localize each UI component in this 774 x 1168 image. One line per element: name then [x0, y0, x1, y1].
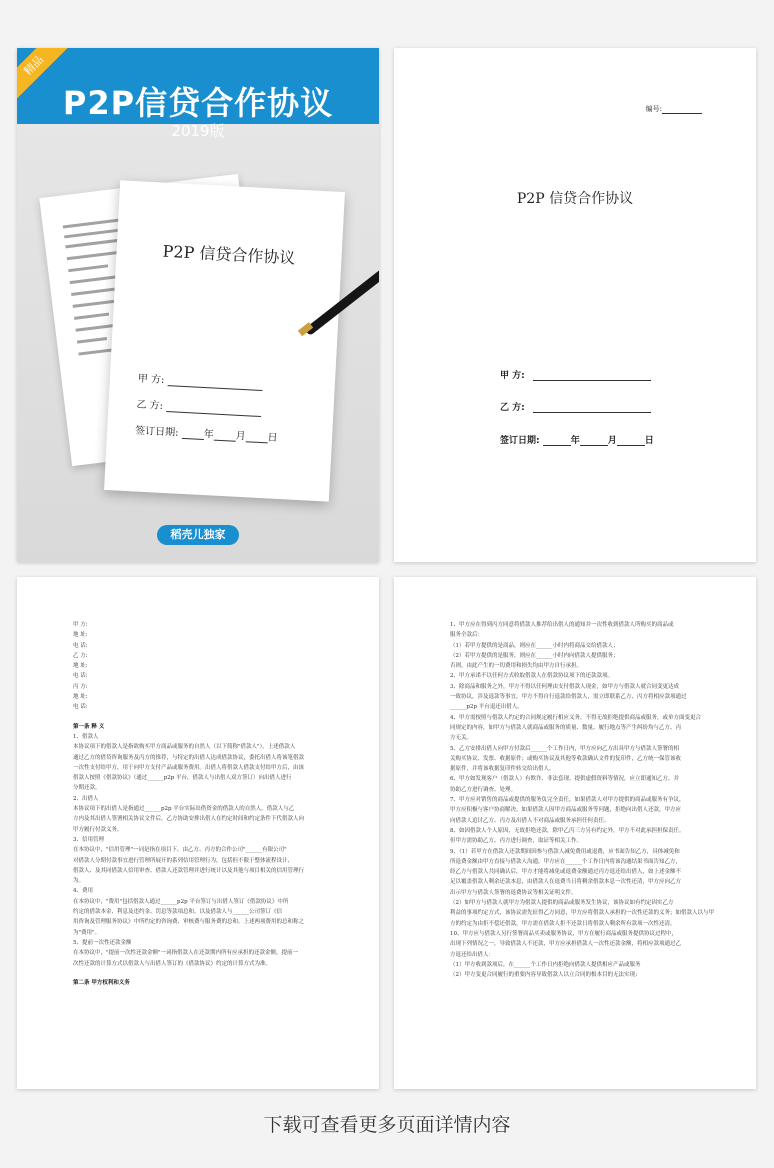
mini-party-b-label: 乙 方:	[136, 399, 164, 412]
text-line: 5、提前一次性还款金额	[73, 939, 132, 946]
text-line: 利益的事项约定方式，该协议需先征得乙方同意，甲方应将借款人承担的一次性还款的义务；如借款人以与甲	[450, 910, 714, 917]
text-line: （1）若甲方提供的是商品，则应在______小时内将商品交给借款人；	[450, 642, 619, 649]
title-page-panel[interactable]	[394, 48, 756, 562]
text-line: 一次性支付给甲方，用于向甲方支付产品或服务费用。出借人将借款人借款支付给甲方后，由该	[73, 764, 305, 771]
cover-panel[interactable]	[17, 48, 379, 562]
doc-number-row	[646, 104, 702, 114]
text-line: 甲方履行付款义务。	[73, 826, 123, 833]
text-line: 地 址:	[73, 663, 88, 670]
text-line: 约定的借款本金、利息及违约金、罚息等款项总和。以及借款人与______公司签订《信	[73, 909, 283, 916]
text-line: 乙 方:	[73, 652, 88, 659]
text-line: 通过乙方的借贷咨询服务及丙方的推荐，与特定的出借人达成借款协议，委托出借人将该笔借款	[73, 754, 305, 761]
text-line: 9、（1）若甲方在借款人还款期间因参与借款人减免费用或退费，应书面告知乙方，具体减免和	[450, 848, 680, 855]
text-line: 在本协议中，"信用管理"一词是指在项目下，由乙方、丙方的合作公司"______有限公司"	[73, 847, 287, 854]
text-line: 经乙方与借款人共同确认后，甲方才能将减免或退费金额通过丙方退还给出借人，如上述金额不	[450, 869, 682, 876]
mini-month: 月	[235, 430, 246, 443]
text-line: 2、甲方承诺不以任何方式收取借款人在借款协议项下的还款款项。	[450, 673, 614, 680]
text-line: 电 话:	[73, 642, 88, 649]
text-line: 在本协议中，"提前一次性还款金额"一词指借款人在还款期内所有应承担的还款金额，提前一	[73, 950, 299, 957]
doc-number-label: 编号:	[645, 105, 662, 113]
text-line	[73, 713, 337, 722]
text-line: 本协议项下的出借人是指通过______p2p 平台实际出借资金的借款人的自然人。借款人与乙	[73, 806, 295, 813]
cover-title: P2P信贷合作协议	[62, 84, 334, 122]
mini-doc-title: P2P 信贷合作协议	[162, 241, 296, 268]
text-line: 第二条 甲方权利和义务	[73, 979, 130, 986]
text-line: 但甲方需协助乙方、丙方进行调查，取证等相关工作。	[450, 838, 583, 845]
text-line: 甲 方:	[73, 622, 88, 628]
party-a-label: 甲 方:	[500, 371, 525, 381]
text-line: 出示甲方与借款人签署的退费协议等相关证明文件。	[450, 889, 577, 896]
mini-sign-date-row	[135, 421, 278, 443]
mini-party-a-label: 甲 方:	[137, 373, 165, 386]
exclusive-badge: 稻壳儿独家	[157, 525, 239, 545]
text-line: 关购买协议、发票、收据原件；或购买协议及其他等收款确认文件的复印件，乙方统一保管该收	[450, 755, 682, 762]
day-label: 日	[644, 436, 654, 446]
text-line: 电 话:	[73, 673, 88, 680]
download-more-caption: 下载可查看更多页面详情内容	[263, 1114, 511, 1136]
text-line: 借款人按照《借款协议》（通过______p2p 平台，借款人与出借人双方签订）向出借人进行	[73, 775, 292, 782]
text-line: 方的约定为由拒不偿还借款，甲方需在借款人拒不还款日将借款人剩余所有款项一次性还清。	[450, 920, 676, 927]
contract-page-1-text	[73, 620, 337, 988]
text-line: 一致协议，涉及退款等事宜，甲方不得自行退款给借款人，需立即联系乙方、丙方将相应款项通过	[450, 694, 687, 701]
text-line: 方无关。	[450, 735, 473, 742]
text-line: 甲方应积极与客户协商解决。如果借款人因甲方商品或服务等问题，拒绝向出借人还款，甲方应	[450, 807, 682, 814]
front-sheet-illustration	[104, 180, 345, 501]
text-line: 地 址:	[73, 694, 88, 701]
text-line: 协助乙方进行调查、处理。	[450, 786, 517, 793]
text-line: 服务全款后：	[450, 632, 484, 639]
party-a-row	[500, 368, 651, 381]
party-b-row	[500, 400, 651, 413]
text-line: 3、信用管理	[73, 836, 104, 843]
text-line: ______p2p 平台退还出借人。	[450, 704, 523, 711]
mini-sign-date-label: 签订日期:	[134, 425, 179, 439]
text-line: 所退费金额由甲方直接与借款人沟通，甲方应在______个工作日内将该沟通结果书面告知乙方，	[450, 858, 682, 865]
text-line: 方内及其出借人签署相关协议文件后，乙方协助安排出借人在约定时间和约定条件下代借款人向	[73, 816, 305, 823]
text-line: 4、费用	[73, 888, 93, 895]
text-line: 次性还款的计算方式以借款人与出借人签订的《借款协议》约定的计算方式为准。	[73, 960, 272, 967]
text-line: 为"费用"。	[73, 929, 101, 936]
text-line: 方退还给出借人：	[450, 951, 495, 958]
text-line: 出现下列情况之一，导致借款人不还款，甲方应承担借款人一次性还款金额，将相应款项通过乙	[450, 941, 682, 948]
month-label: 月	[607, 436, 617, 446]
text-line: 7、甲方应对销售的商品或提供的服务负完全责任，如果借款人对甲方提供的商品或服务有争议，	[450, 797, 685, 804]
text-line: 1、借款人	[73, 733, 99, 740]
text-line: 1、甲方应在得到丙方同意将借款人推荐给出借人的通知并一次性收到借款人所购买的商品或	[450, 622, 674, 628]
year-label: 年	[570, 436, 580, 446]
text-line: 借款人、及其同借款人信用审查、借款人还款管理并进行统计以及其他与项目相关的信用管理行	[73, 867, 305, 874]
text-line: 为。	[73, 878, 85, 885]
text-line: 足以覆盖借款人剩余还款本息，由借款人在退费当日将剩余借款本息一次性还清，甲方应向乙方	[450, 879, 682, 886]
text-line: 地 址:	[73, 632, 88, 639]
text-line: 6、甲方如发现客户（借款人）有欺诈、非法套现、提供虚假资料等情况，应立即通知乙方，并	[450, 776, 680, 783]
mini-year: 年	[203, 429, 214, 441]
text-line: 10、甲方应与借款人另行签署商品买卖或服务协议，甲方在履行商品或服务提供协议过程中，	[450, 930, 678, 937]
text-line: 电 话:	[73, 704, 88, 711]
text-line: 向借款人追讨乙方、丙方及出借人不对商品或服务承担任何责任。	[450, 817, 610, 824]
text-line: 丙 方:	[73, 683, 88, 690]
text-line: 5、乙方安排出借人向甲方付款后______个工作日内，甲方应向乙方出具甲方与借款人签署的相	[450, 745, 680, 752]
text-line: （2）如甲方与借款人就甲方为借款人提供的商品或服务发生协议，该协议如有约定因实乙方	[450, 900, 674, 907]
text-line: 否则，由此产生的一切费用和损失均由甲方自行承担。	[450, 663, 583, 670]
contract-page-1-panel[interactable]	[17, 577, 379, 1089]
text-line: 同规定的内容，如甲方与借款人就商品或服务的质量、数量、履行地点等产生纠纷均与乙方、丙	[450, 724, 682, 731]
text-line: 据原件，并将该收据复印件转交给出借人。	[450, 766, 555, 773]
doc-title: P2P 信贷合作协议	[516, 191, 634, 207]
text-line: 2、出借人	[73, 795, 99, 802]
mini-party-b-row	[136, 395, 261, 417]
text-line: 本协议项下的借款人是指欲购买甲方商品或服务的自然人（以下简称"借款人"）。上述借款人	[73, 744, 296, 751]
sign-date-label: 签订日期:	[500, 436, 540, 446]
text-line: 8、如因借款人个人原因，无故拒绝还款，除甲乙丙三方另有约定外，甲方不对此承担担保责任。	[450, 827, 685, 834]
party-b-label: 乙 方:	[500, 403, 525, 413]
mini-day: 日	[267, 432, 278, 444]
contract-page-2-panel[interactable]	[394, 577, 756, 1089]
text-line: 第一条 释 义	[73, 723, 105, 730]
text-line: （1）甲方收到款项后，在______个工作日内拒绝向借款人提供相应产品或服务	[450, 961, 641, 968]
text-line: 在本协议中，"费用"包括借款人通过______p2p 平台签订与出借人签订《借款协议》中所	[73, 898, 289, 905]
text-line: 用咨询及管理服务协议》中所约定的咨询费、审核费与服务费的总和。上述两项费用的总和称之	[73, 919, 305, 926]
ribbon-label: 精品	[21, 53, 47, 78]
text-line: 对借款人分期付款事宜进行管理所展开的系列信用管理行为，包括但不限于整体流程设计、	[73, 857, 294, 864]
text-line: 4、甲方需按照与借款人约定的合同规定履行相应义务，不得无故拒绝提供商品或服务，或单方面变更合	[450, 714, 702, 721]
sign-date-row	[500, 433, 654, 446]
contract-page-2-text	[450, 620, 714, 980]
text-line	[73, 969, 337, 978]
text-line: 3、除商品和服务之外，甲方不得以任何理由支付借款人现金，如甲方与借款人就合同变更达成	[450, 683, 680, 690]
mini-party-a-row	[138, 370, 263, 392]
text-line: （2）若甲方提供的是服务，则应在______小时内向借款人提供服务；	[450, 652, 619, 659]
cover-subtitle: 2019版	[171, 122, 225, 140]
text-line: （2）甲方变更合同履行的重要内容导致借款人以立合同的根本目的无法实现；	[450, 972, 641, 979]
text-line: 分期还款。	[73, 785, 101, 792]
